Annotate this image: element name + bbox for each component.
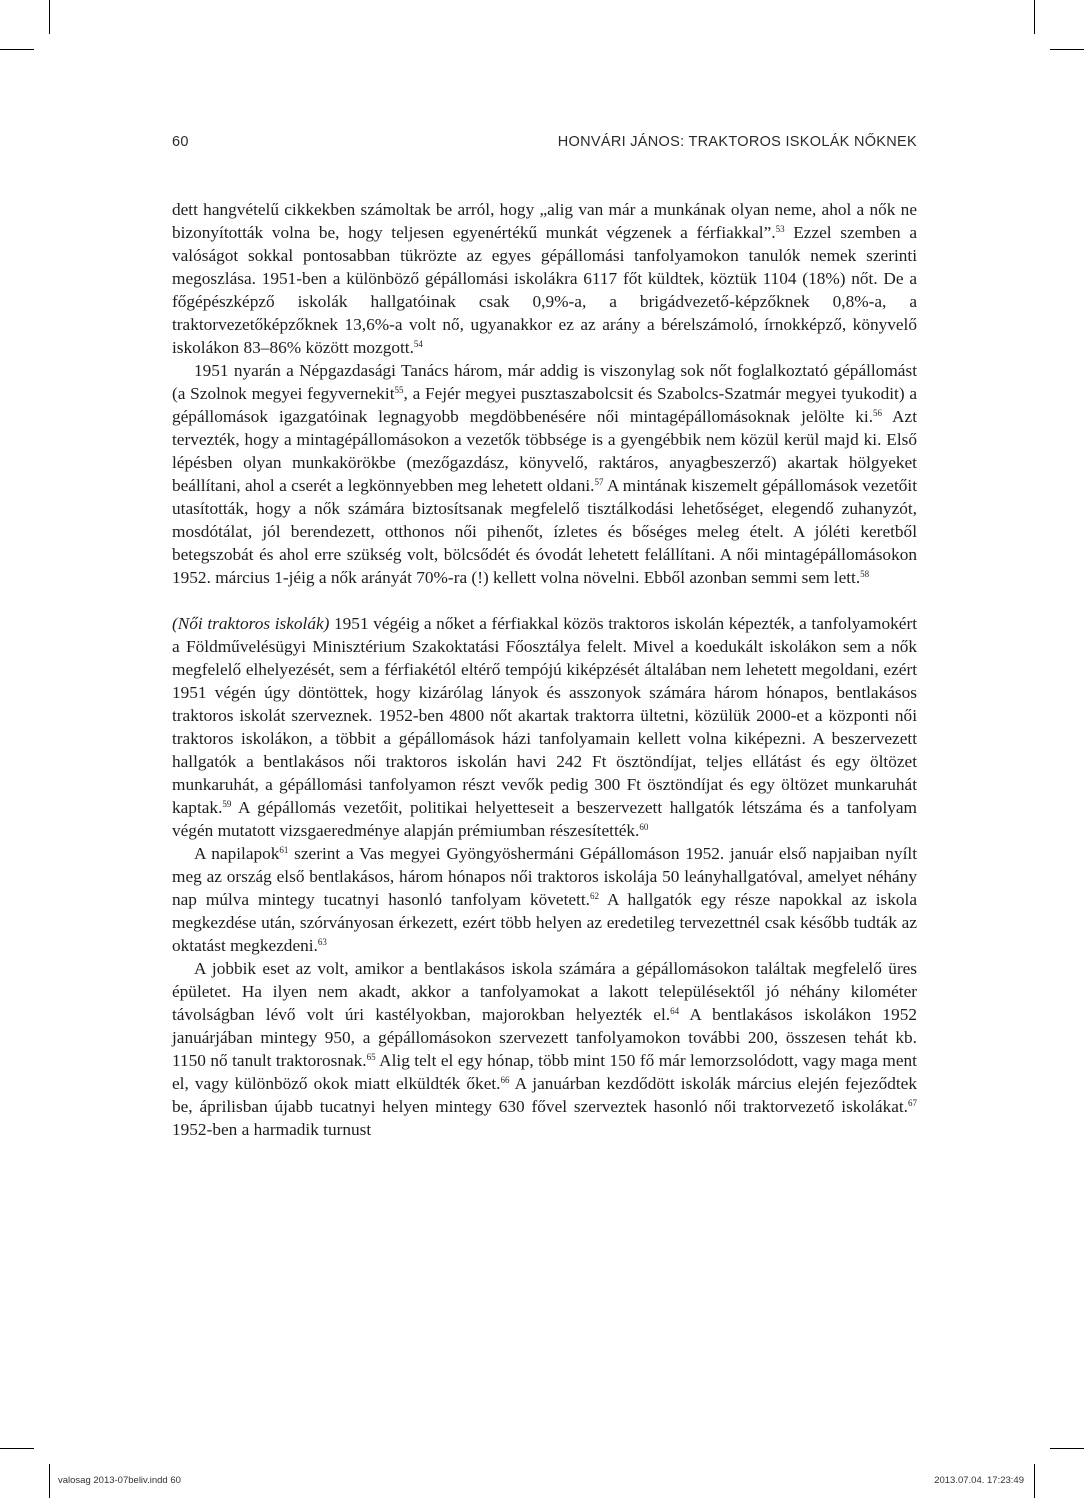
footer-timestamp: 2013.07.04. 17:23:49: [934, 1475, 1024, 1486]
paragraph: [172, 957, 917, 1141]
crop-mark: [49, 0, 50, 34]
footnote-ref: 62: [590, 891, 600, 901]
footnote-ref: 58: [860, 569, 870, 579]
text-run: A januárban kezdődött iskolák március elején fejeződtek be, áprilisban újabb tucatnyi helyen mintegy 630 fővel szerveztek hasonló női traktorvezető iskolákat.: [172, 1074, 917, 1116]
text-run: dett hangvételű cikkekben számoltak be arról, hogy „alig van már a munkának olyan neme, ahol a nők ne bizonyították volna be, hogy teljesen egyenértékű munkát végzenek a férfiakkal”.: [172, 200, 917, 242]
running-title: HONVÁRI JÁNOS: TRAKTOROS ISKOLÁK NŐKNEK: [557, 134, 917, 150]
crop-mark: [1050, 1448, 1084, 1449]
text-run: 1952-ben a harmadik turnust: [172, 1120, 372, 1139]
crop-mark: [49, 1464, 50, 1498]
text-run: Azt tervezték, hogy a mintagépállomásokon a vezetők többsége is a gyengébbik nem közül kerül majd ki. Első lépésben olyan munkakörökbe (mezőgazdász, könyvelő, raktáros, anyagbeszerző) akartak hölgyeket beállítani, ahol a cserét a legkönnyebben meg lehetett oldani.: [172, 407, 918, 495]
running-header: [172, 134, 917, 154]
text-run: 1951 nyarán a Népgazdasági Tanács három, már addig is viszonylag sok nőt foglalkoztató gépállomást (a Szolnok megyei fegyvernekit: [172, 361, 917, 403]
footnote-ref: 67: [908, 1098, 917, 1108]
paragraph: [172, 359, 917, 589]
text-run: , a Fejér megyei pusztaszabolcsit és Szabolcs-Szatmár megyei tyukodit) a gépállomások igazgatóinak legnagyobb megdöbbenésére női mintagépállomásoknak jelölte ki.: [172, 384, 917, 426]
footnote-ref: 65: [366, 1052, 376, 1062]
text-run: A mintának kiszemelt gépállomások vezetőit utasították, hogy a nők számára biztosítsanak megfelelő tisztálkodási lehetőséget, elegendő zuhanyzót, mosdótálat, jól berendezett, otthonos női pihenőt, ízletes és bőséges meleg ételt. A jóléti keretből betegszobát és ahol erre szükség volt, bölcsődét és óvodát lehetett felállítani. A női mintagépállomásokon 1952. március 1-jéig a nők arányát 70%-ra (!) kellett volna növelni. Ebből azonban semmi sem lett.: [172, 476, 917, 587]
page-number: 60: [172, 134, 189, 150]
footnote-ref: 60: [639, 822, 649, 832]
footnote-ref: 56: [873, 408, 883, 418]
paragraph: [172, 198, 917, 359]
footnote-ref: 57: [594, 477, 604, 487]
text-run: Alig telt el egy hónap, több mint 150 fő már lemorzsolódott, vagy maga ment el, vagy különböző okok miatt elküldték őket.: [172, 1051, 917, 1093]
footnote-ref: 61: [279, 845, 289, 855]
crop-mark: [0, 49, 34, 50]
crop-mark: [1034, 1464, 1035, 1498]
paragraph: [172, 612, 917, 842]
text-run: A hallgatók egy része napokkal az iskola megkezdése után, szórványosan érkezett, ezért több helyen az eredetileg tervezettnél csak később tudták az oktatást megkezdeni.: [172, 890, 918, 955]
crop-mark: [0, 1448, 34, 1449]
footnote-ref: 63: [317, 937, 327, 947]
crop-mark: [1050, 49, 1084, 50]
footnote-ref: 66: [500, 1075, 510, 1085]
text-run: A jobbik eset az volt, amikor a bentlakásos iskola számára a gépállomásokon találtak megfelelő üres épületet. Ha ilyen nem akadt, akkor a tanfolyamokat a lakott településektől jó néhány kilométer távolságban lévő volt úri kastélyokban, majorokban helyezték el.: [172, 959, 917, 1024]
section-heading: (Női traktoros iskolák): [172, 614, 330, 633]
paragraph: [172, 842, 917, 957]
text-run: A bentlakásos iskolákon 1952 januárjában mintegy 950, a gépállomásokon szervezett tanfolyamokon további 200, összesen tehát kb. 1150 nő tanult traktorosnak.: [172, 1005, 917, 1070]
footnote-ref: 59: [222, 799, 232, 809]
text-run: A gépállomás vezetőit, politikai helyetteseit a beszervezett hallgatók létszáma és a tanfolyam végén mutatott vizsgaeredménye alapján prémiumban részesítették.: [172, 798, 917, 840]
footer-filename: valosag 2013-07beliv.indd 60: [58, 1475, 181, 1486]
footnote-ref: 53: [775, 224, 785, 234]
footnote-ref: 54: [413, 339, 423, 349]
article-body: [172, 198, 917, 1141]
text-run: Ezzel szemben a valóságot sokkal pontosabban tükrözte az egyes gépállomási tanfolyamokon tanulók nemek szerinti megoszlása. 1951-ben a különböző gépállomási iskolákra 6117 főt küldtek, köztük 1104 (18%) nőt. De a főgépészképző iskolák hallgatóinak csak 0,9%-a, a brigádvezető-képzőknek 0,8%-a, a traktorvezetőképzőknek 13,6%-a volt nő, ugyanakkor ez az arány a bérelszámoló, írnokképző, könyvelő iskolákon 83–86% között mozgott.: [172, 223, 917, 357]
text-run: 1951 végéig a nőket a férfiakkal közös traktoros iskolán képezték, a tanfolyamokért a Földművelésügyi Minisztérium Szakoktatási Főosztálya felelt. Mivel a koedukált iskolákon sem a nők megfelelő elhelyezését, sem a férfiakétól eltérő tempójú kiképzését általában nem lehetett megoldani, ezért 1951 végén úgy döntöttek, hogy kizárólag lányok és asszonyok számára három hónapos, bentlakásos traktoros iskolát szerveznek. 1952-ben 4800 nőt akartak traktorra ültetni, közülük 2000-et a központi női traktoros iskolákon, a többit a gépállomások házi tanfolyamain kellett volna kiképezni. A beszervezett hallgatók a bentlakásos női traktoros iskolán havi 242 Ft ösztöndíjat, teljes ellátást és egy öltözet munkaruhát, a gépállomási tanfolyamon részt vevők pedig 300 Ft ösztöndíjat és egy öltözet munkaruhát kaptak.: [172, 614, 918, 817]
footnote-ref: 64: [670, 1006, 680, 1016]
text-run: szerint a Vas megyei Gyöngyöshermáni Gépállomáson 1952. január első napjaiban nyílt meg az ország első bentlakásos, három hónapos női traktoros iskolája 50 leányhallgatóval, amelyet néhány nap múlva mintegy tucatnyi hasonló tanfolyam követett.: [172, 844, 917, 909]
footnote-ref: 55: [394, 385, 404, 395]
crop-mark: [1034, 0, 1035, 34]
text-run: A napilapok: [194, 844, 280, 863]
